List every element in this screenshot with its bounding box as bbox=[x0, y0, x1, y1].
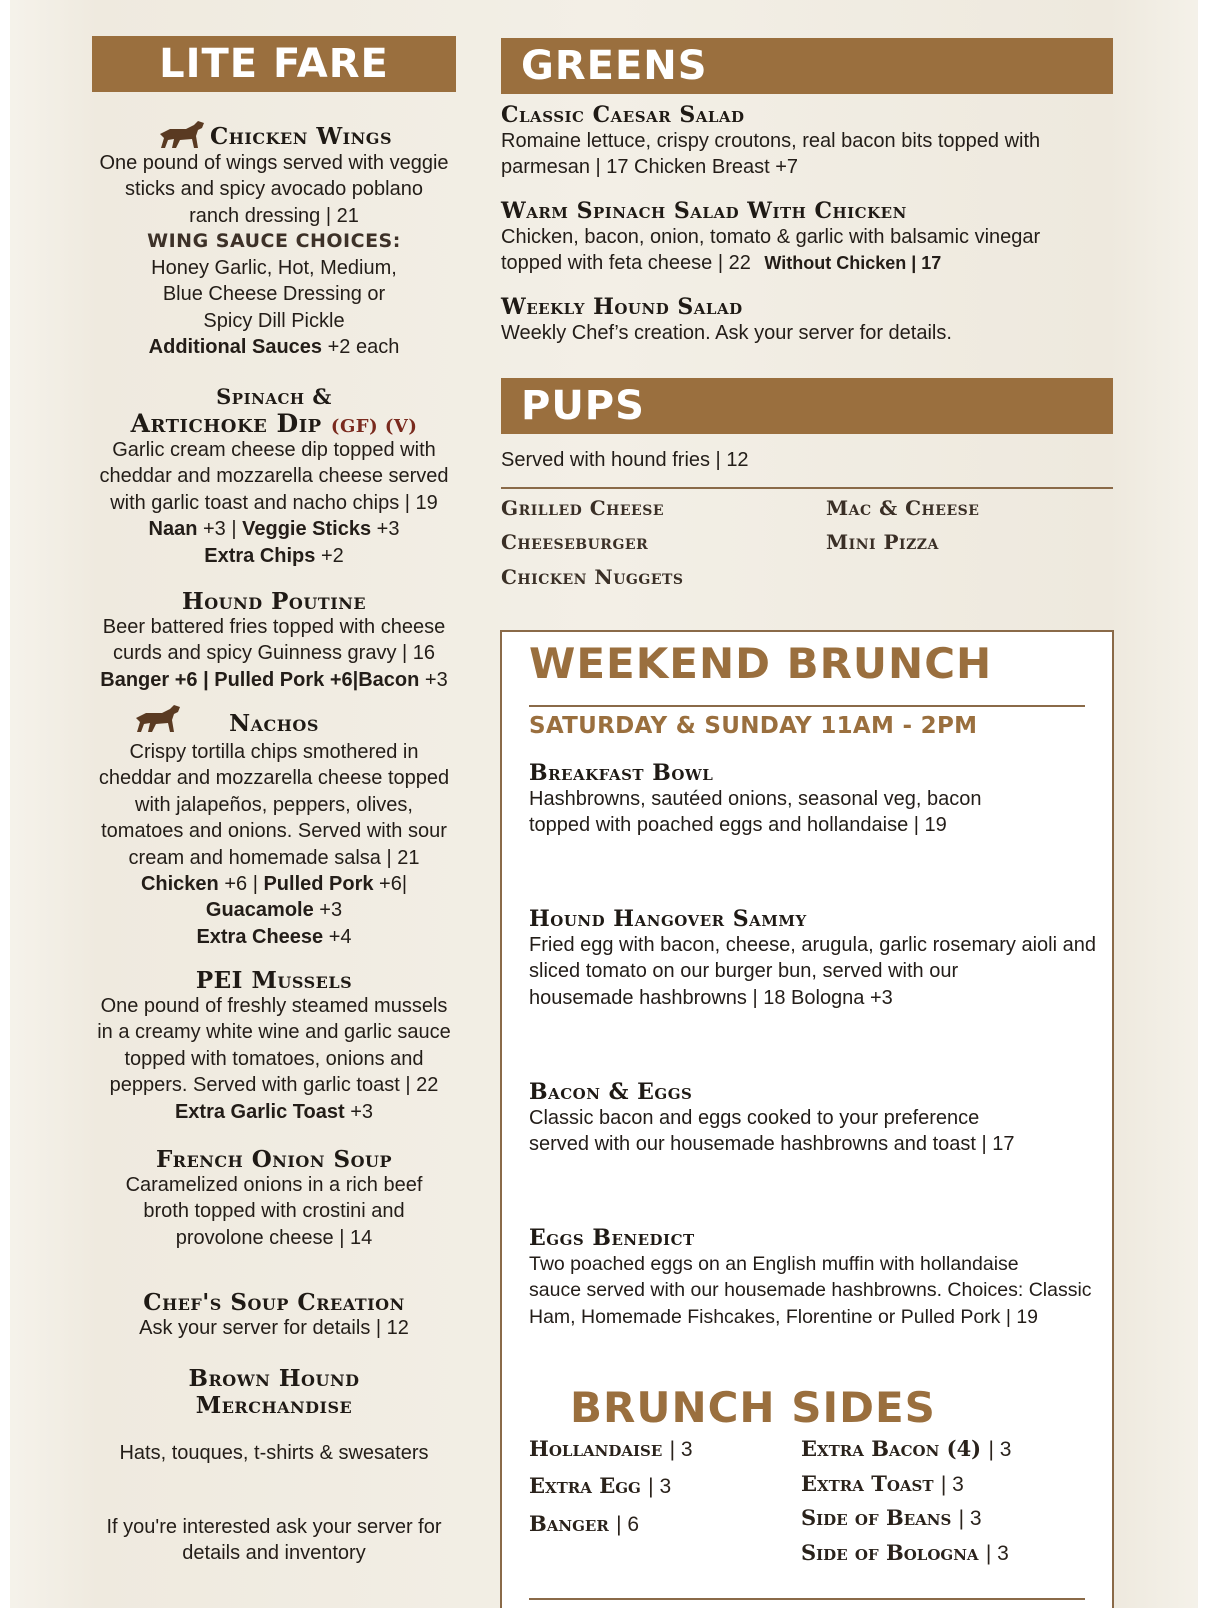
chicken-wings-title bbox=[92, 120, 456, 150]
desc-text: topped with feta cheese | 22 bbox=[501, 252, 751, 275]
addon-price: +2 bbox=[320, 544, 344, 567]
addon-price: +3 bbox=[319, 899, 343, 922]
breakfast-bowl-desc bbox=[529, 786, 982, 839]
eggs-benedict-title: Eggs Benedict bbox=[529, 1225, 695, 1251]
addon: Chicken bbox=[140, 873, 219, 896]
desc-line: sliced tomato on our burger bun, served with our bbox=[529, 960, 959, 983]
desc-line: sauce served with our housemade hashbrowns. Choices: Classic bbox=[529, 1279, 1092, 1302]
bacon-eggs-desc bbox=[529, 1105, 1015, 1158]
hound-salad-desc: Weekly Chef’s creation. Ask your server for details. bbox=[501, 322, 952, 344]
dog-icon bbox=[132, 704, 184, 734]
weekend-brunch-title: WEEKEND BRUNCH bbox=[529, 639, 993, 688]
desc-line: Fried egg with bacon, cheese, arugula, garlic rosemary aioli and bbox=[529, 934, 1096, 956]
side-name: Hollandaise bbox=[529, 1436, 663, 1461]
side-price: | 3 bbox=[669, 1438, 693, 1461]
pups-header-text: PUPS bbox=[521, 383, 645, 429]
addon-price: +6| bbox=[379, 873, 408, 896]
choice-line: Honey Garlic, Hot, Medium, bbox=[151, 257, 397, 279]
side-price: | 3 bbox=[648, 1475, 672, 1498]
addon-line bbox=[92, 667, 456, 693]
desc-line: sticks and spicy avocado poblano bbox=[125, 178, 423, 201]
side-price: | 6 bbox=[616, 1513, 640, 1536]
brunch-schedule: SATURDAY & SUNDAY 11AM - 2PM bbox=[529, 713, 978, 739]
side-extra-egg bbox=[529, 1473, 671, 1499]
lite-fare-header bbox=[92, 36, 456, 92]
chefs-soup-desc bbox=[92, 1315, 456, 1341]
desc-line: Garlic cream cheese dip topped with bbox=[112, 439, 436, 461]
spinach-dip-title bbox=[92, 383, 456, 441]
caesar-desc bbox=[501, 128, 1040, 181]
additional-sauces-price: +2 each bbox=[327, 336, 400, 359]
addon: Pulled Pork bbox=[263, 873, 374, 896]
addon-line bbox=[92, 1099, 456, 1125]
page-edge-right bbox=[1198, 0, 1206, 1608]
nachos-title bbox=[92, 710, 456, 737]
desc-line: tomatoes and onions. Served with sour bbox=[101, 820, 447, 843]
desc-line: Crispy tortilla chips smothered in bbox=[129, 741, 419, 763]
desc-line: housemade hashbrowns | 18 Bologna +3 bbox=[529, 986, 893, 1009]
chicken-wings-desc bbox=[92, 150, 456, 229]
side-name: Extra Toast bbox=[801, 1471, 934, 1496]
greens-header-text: GREENS bbox=[521, 43, 708, 89]
addon-line bbox=[92, 897, 456, 923]
spinach-dip-name: Artichoke Dip bbox=[130, 409, 322, 438]
caesar-title: Classic Caesar Salad bbox=[501, 102, 745, 128]
french-onion-soup-title: French Onion Soup bbox=[155, 1146, 393, 1173]
nachos-name: Nachos bbox=[229, 710, 319, 737]
desc-line: Beer battered fries topped with cheese bbox=[102, 616, 446, 638]
desc-line: ranch dressing | 21 bbox=[189, 204, 359, 227]
spinach-dip-desc bbox=[92, 437, 456, 569]
pups-header bbox=[501, 378, 1113, 434]
pups-item-mini-pizza: Mini Pizza bbox=[826, 530, 939, 554]
desc-line: peppers. Served with garlic toast | 22 bbox=[109, 1074, 439, 1097]
pups-item-grilled-cheese: Grilled Cheese bbox=[501, 496, 664, 520]
addon: Extra Chips bbox=[204, 544, 316, 567]
desc-line: Hashbrowns, sautéed onions, seasonal veg, bacon bbox=[529, 788, 982, 810]
addon: Guacamole bbox=[205, 899, 314, 922]
desc-line: with garlic toast and nacho chips | 19 bbox=[110, 491, 438, 514]
side-price: | 3 bbox=[985, 1542, 1009, 1565]
desc-line: provolone cheese | 14 bbox=[175, 1226, 373, 1249]
hangover-sammy-desc bbox=[529, 932, 1096, 1011]
addon-price: +3 bbox=[424, 668, 448, 691]
side-banger bbox=[529, 1511, 639, 1537]
spinach-salad-desc bbox=[501, 224, 1040, 277]
desc-line: topped with tomatoes, onions and bbox=[124, 1047, 424, 1070]
additional-sauces-label: Additional Sauces bbox=[148, 336, 323, 359]
addon-price: +3 | bbox=[203, 518, 237, 541]
addon-price: +3 bbox=[376, 518, 400, 541]
desc-line: One pound of wings served with veggie bbox=[99, 152, 449, 174]
addon: Extra Cheese bbox=[196, 925, 324, 948]
side-name: Side of Beans bbox=[801, 1505, 952, 1530]
additional-sauces bbox=[92, 334, 456, 360]
side-price: | 3 bbox=[958, 1507, 982, 1530]
desc-line: served with our housemade hashbrowns and toast | 17 bbox=[529, 1133, 1015, 1156]
nachos-desc bbox=[92, 739, 456, 950]
side-price: | 3 bbox=[940, 1473, 964, 1496]
desc-line: Caramelized onions in a rich beef bbox=[125, 1174, 423, 1196]
merchandise-name-line2: Merchandise bbox=[195, 1392, 353, 1419]
desc-line: Ask your server for details | 12 bbox=[139, 1317, 409, 1339]
gf-v-tag: (GF) (V) bbox=[330, 416, 418, 437]
pups-divider bbox=[501, 487, 1113, 489]
hound-poutine-desc bbox=[92, 614, 456, 693]
eggs-benedict-desc bbox=[529, 1251, 1092, 1330]
pups-item-mac-cheese: Mac & Cheese bbox=[826, 496, 980, 520]
side-extra-toast bbox=[801, 1471, 964, 1497]
bacon-eggs-title: Bacon & Eggs bbox=[529, 1079, 693, 1105]
desc-line: in a creamy white wine and garlic sauce bbox=[97, 1021, 451, 1044]
desc-line: cream and homemade salsa | 21 bbox=[128, 846, 420, 869]
spinach-salad-title: Warm Spinach Salad With Chicken bbox=[501, 198, 907, 224]
desc-line: Ham, Homemade Fishcakes, Florentine or Pulled Pork | 19 bbox=[529, 1305, 1039, 1328]
without-chicken-variant: Without Chicken | 17 bbox=[764, 253, 942, 274]
addon-line bbox=[92, 871, 456, 897]
addon-price: +6 | bbox=[224, 873, 258, 896]
breakfast-bowl-title: Breakfast Bowl bbox=[529, 760, 714, 786]
merchandise-desc: Hats, touques, t-shirts & swesaters bbox=[119, 1442, 429, 1464]
pups-intro: Served with hound fries | 12 bbox=[501, 449, 749, 471]
desc-line: Classic bacon and eggs cooked to your preference bbox=[529, 1107, 980, 1129]
addon-line bbox=[92, 543, 456, 569]
note-line: details and inventory bbox=[182, 1542, 366, 1565]
desc-line: with jalapeños, peppers, olives, bbox=[135, 793, 413, 816]
brunch-bottom-rule bbox=[529, 1598, 1085, 1600]
dog-icon bbox=[156, 120, 208, 150]
side-hollandaise bbox=[529, 1436, 693, 1462]
hound-salad-title: Weekly Hound Salad bbox=[501, 294, 743, 320]
addon-line bbox=[92, 924, 456, 950]
wing-sauce-subheading: WING SAUCE CHOICES: bbox=[147, 230, 401, 252]
addon: Extra Garlic Toast bbox=[174, 1100, 345, 1123]
side-name: Banger bbox=[529, 1511, 609, 1536]
addon: Veggie Sticks bbox=[242, 518, 372, 541]
pei-mussels-title: PEI Mussels bbox=[195, 967, 353, 994]
addon: |Bacon bbox=[352, 668, 420, 691]
desc-line bbox=[501, 250, 1040, 276]
desc-line: parmesan | 17 Chicken Breast +7 bbox=[501, 156, 799, 179]
side-name: Extra Bacon (4) bbox=[801, 1436, 982, 1461]
page-edge-left bbox=[0, 0, 10, 1608]
lite-fare-header-text: LITE FARE bbox=[159, 41, 389, 87]
side-price: | 3 bbox=[988, 1438, 1012, 1461]
desc-line: Two poached eggs on an English muffin with hollandaise bbox=[529, 1253, 1019, 1275]
french-onion-soup-desc bbox=[92, 1172, 456, 1251]
side-bologna bbox=[801, 1540, 1009, 1566]
chicken-wings-name: Chicken Wings bbox=[209, 123, 393, 150]
side-beans bbox=[801, 1505, 982, 1531]
desc-line: cheddar and mozzarella cheese topped bbox=[98, 767, 450, 790]
side-extra-bacon bbox=[801, 1436, 1011, 1462]
pups-item-chicken-nuggets: Chicken Nuggets bbox=[501, 565, 684, 589]
desc-line: Romaine lettuce, crispy croutons, real bacon bits topped with bbox=[501, 130, 1041, 152]
brunch-title-rule bbox=[529, 705, 1085, 707]
desc-line: broth topped with crostini and bbox=[143, 1200, 405, 1223]
pups-item-cheeseburger: Cheeseburger bbox=[501, 530, 649, 554]
desc-line: cheddar and mozzarella cheese served bbox=[99, 465, 449, 488]
brunch-sides-title: BRUNCH SIDES bbox=[570, 1383, 936, 1432]
note-line: If you're interested ask your server for bbox=[106, 1516, 442, 1538]
hound-poutine-title: Hound Poutine bbox=[181, 588, 367, 615]
addon-price: +3 bbox=[350, 1100, 374, 1123]
desc-line: topped with poached eggs and hollandaise | 19 bbox=[529, 814, 947, 837]
desc-line: curds and spicy Guinness gravy | 16 bbox=[112, 642, 436, 665]
choice-line: Spicy Dill Pickle bbox=[203, 309, 345, 332]
pei-mussels-desc bbox=[92, 993, 456, 1125]
choice-line: Blue Cheese Dressing or bbox=[162, 283, 386, 306]
greens-header bbox=[501, 38, 1113, 94]
side-name: Side of Bologna bbox=[801, 1540, 979, 1565]
merchandise-name-line1: Brown Hound bbox=[188, 1365, 360, 1392]
addon-line bbox=[92, 516, 456, 542]
merchandise-title bbox=[92, 1365, 456, 1419]
side-name: Extra Egg bbox=[529, 1473, 641, 1498]
spinach-dip-name-line1: Spinach & bbox=[216, 384, 332, 409]
addon: Banger +6 | Pulled Pork +6 bbox=[100, 668, 353, 691]
hangover-sammy-title: Hound Hangover Sammy bbox=[529, 906, 807, 932]
addon-price: +4 bbox=[328, 925, 352, 948]
desc-line: One pound of freshly steamed mussels bbox=[100, 995, 448, 1017]
chefs-soup-title: Chef's Soup Creation bbox=[143, 1289, 405, 1316]
desc-line: Chicken, bacon, onion, tomato & garlic with balsamic vinegar bbox=[501, 226, 1041, 248]
merchandise-note bbox=[92, 1514, 456, 1567]
addon: Naan bbox=[148, 518, 198, 541]
wing-sauce-choices bbox=[92, 255, 456, 361]
